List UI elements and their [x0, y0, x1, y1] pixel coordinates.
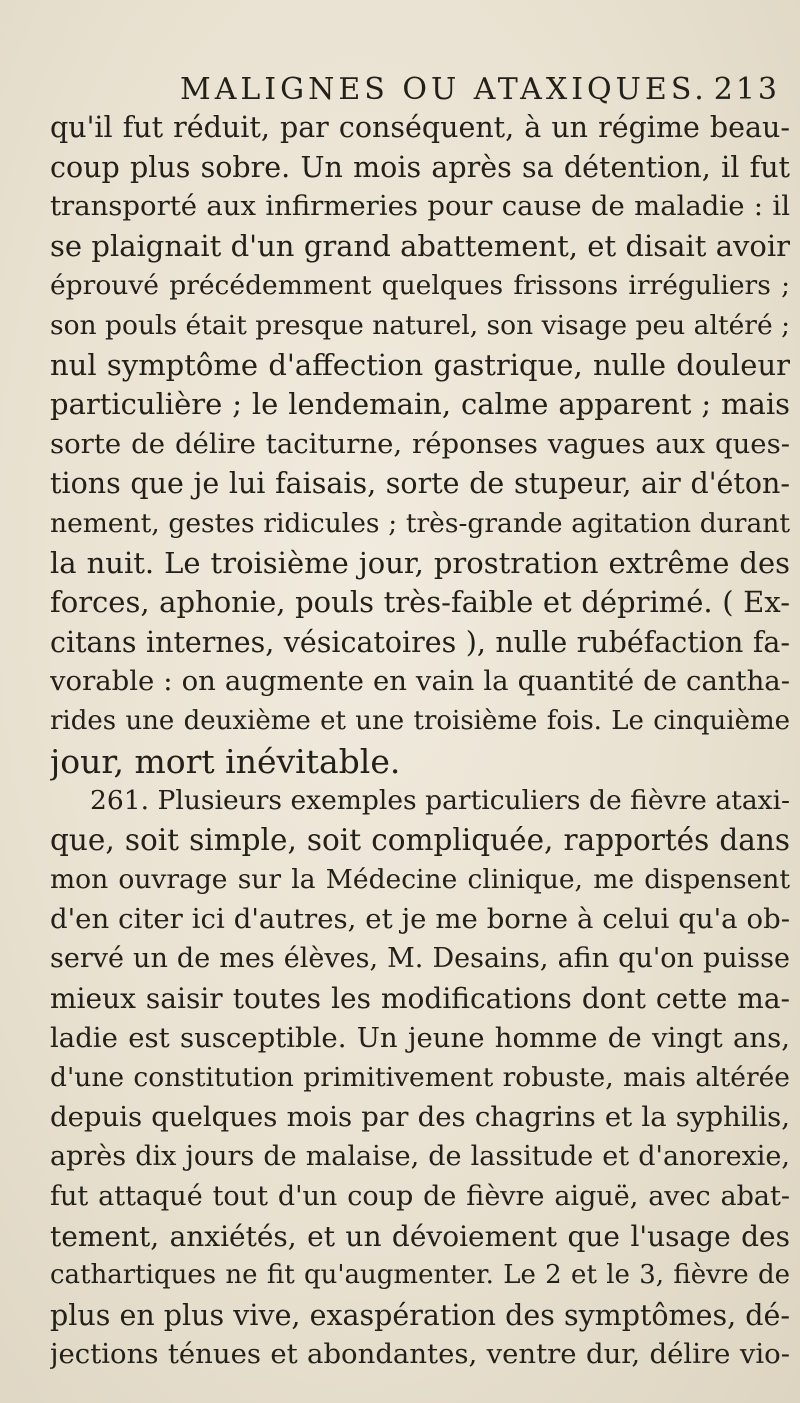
text-line-paragraph-end: jour, mort inévitable.: [50, 741, 401, 781]
text-line: cathartiques ne fit qu'augmenter. Le 2 et le 3, fièvre de: [50, 1260, 790, 1291]
text-line: d'une constitution primitivement robuste, mais altérée: [50, 1062, 790, 1094]
text-line: éprouvé précédemment quelques frissons irréguliers ;: [50, 270, 790, 302]
running-header: [180, 72, 780, 112]
text-line: citans internes, vésicatoires ), nulle rubéfaction fa-: [50, 625, 790, 659]
text-line: servé un de mes élèves, M. Desains, afin qu'on puisse: [50, 943, 790, 975]
text-line: d'en citer ici d'autres, et je me borne à celui qu'a ob-: [50, 902, 790, 935]
text-line: tions que je lui faisais, sorte de stupeur, air d'éton-: [50, 467, 790, 501]
page-number: 213: [713, 72, 780, 107]
text-line: que, soit simple, soit compliquée, rapportés dans: [50, 822, 790, 857]
text-line: nul symptôme d'affection gastrique, nulle douleur: [50, 347, 790, 382]
text-line: mieux saisir toutes les modifications dont cette ma-: [50, 982, 790, 1016]
text-line: nement, gestes ridicules ; très-grande agitation durant: [50, 507, 790, 539]
text-line: depuis quelques mois par des chagrins et la syphilis,: [50, 1100, 790, 1133]
text-line-paragraph-start: 261. Plusieurs exemples particuliers de fièvre ataxi-: [90, 785, 790, 817]
text-line: vorable : on augmente en vain la quantité de cantha-: [50, 665, 790, 698]
running-title: MALIGNES OU ATAXIQUES.: [180, 72, 708, 107]
text-line: fut attaqué tout d'un coup de fièvre aiguë, avec abat-: [50, 1181, 790, 1213]
text-line: jections ténues et abondantes, ventre dur, délire vio-: [50, 1338, 790, 1371]
text-line: se plaignait d'un grand abattement, et disait avoir: [50, 228, 790, 263]
text-line: coup plus sobre. Un mois après sa détention, il fut: [50, 150, 790, 184]
text-line: la nuit. Le troisième jour, prostration extrême des: [50, 545, 790, 580]
text-line: transporté aux infirmeries pour cause de maladie : il: [50, 190, 790, 223]
text-line: son pouls était presque naturel, son visage peu altéré ;: [50, 309, 790, 341]
text-line: ladie est susceptible. Un jeune homme de vingt ans,: [50, 1021, 790, 1054]
text-line: forces, aphonie, pouls très-faible et déprimé. ( Ex-: [50, 585, 790, 620]
text-line: tement, anxiétés, et un dévoiement que l'usage des: [50, 1219, 790, 1253]
text-line: qu'il fut réduit, par conséquent, à un régime beau-: [50, 111, 790, 144]
text-line: rides une deuxième et une troisième fois. Le cinquième: [50, 705, 790, 736]
text-line: plus en plus vive, exaspération des symptômes, dé-: [50, 1298, 790, 1332]
text-line: particulière ; le lendemain, calme apparent ; mais: [50, 387, 790, 422]
body-text: [50, 108, 790, 1375]
text-line: sorte de délire taciturne, réponses vagues aux ques-: [50, 427, 790, 460]
text-line: après dix jours de malaise, de lassitude et d'anorexie,: [50, 1141, 790, 1173]
text-line: mon ouvrage sur la Médecine clinique, me dispensent: [50, 864, 790, 896]
